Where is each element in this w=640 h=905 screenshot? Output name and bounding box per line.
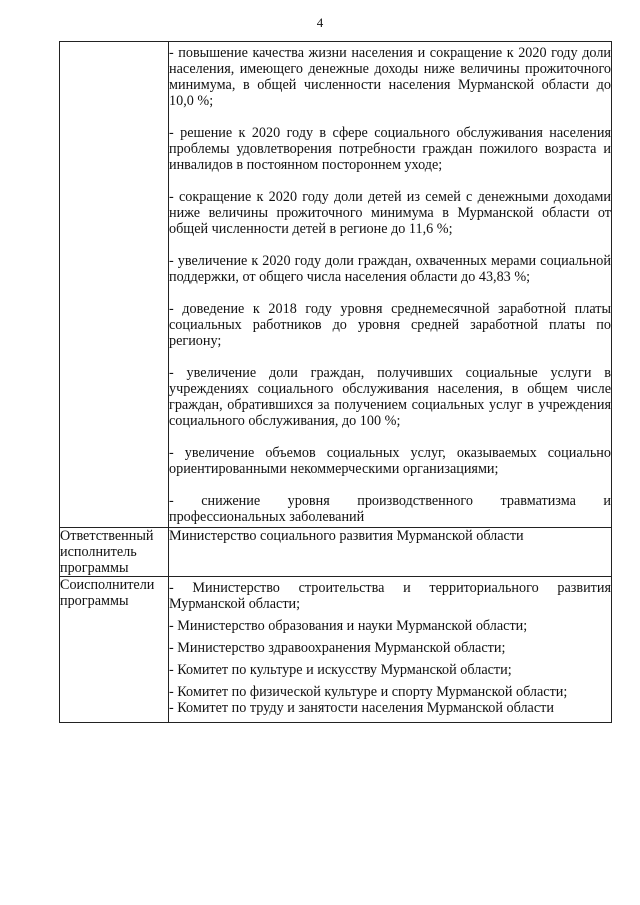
responsible-label: Ответственный исполнитель программы (60, 528, 169, 577)
goal-item: - увеличение доли граждан, получивших социальные услуги в учреждениях социального обслуживания населения, в общем числе граждан, обратившихся за получением социальных услуг в учреждения социального обслуживания, до 100 %; (169, 365, 611, 429)
responsible-value: Министерство социального развития Мурманской области (169, 528, 612, 577)
goals-row (60, 42, 612, 528)
coexecutor-item: - Министерство здравоохранения Мурманской области; (169, 640, 506, 656)
page-number: 4 (316, 15, 324, 30)
coexecutor-item: - Министерство образования и науки Мурманской области; (169, 618, 528, 634)
coexecutor-item: - Комитет по физической культуре и спорту Мурманской области; (169, 684, 568, 700)
goal-item: - повышение качества жизни населения и сокращение к 2020 году доли населения, имеющего денежные доходы ниже величины прожиточного минимума, в общей численности населения Мурманской области до 10,0 %; (169, 45, 611, 109)
coexecutors-label: Соисполнители программы (60, 577, 169, 723)
goal-item: - увеличение к 2020 году доли граждан, охваченных мерами социальной поддержки, от общего числа населения области до 43,83 %; (169, 253, 611, 285)
goals-cell (169, 42, 612, 528)
coexecutor-item: - Комитет по труду и занятости населения Мурманской области (169, 700, 554, 716)
responsible-row (60, 528, 612, 577)
goal-item: - доведение к 2018 году уровня среднемесячной заработной платы социальных работников до уровня средней заработной платы по региону; (169, 301, 611, 349)
program-passport-table (59, 41, 612, 723)
goal-item: - увеличение объемов социальных услуг, оказываемых социально ориентированными некоммерческими организациями; (169, 445, 611, 477)
coexecutor-item: - Министерство строительства и территориального развития Мурманской области; (169, 580, 611, 612)
goal-item: - сокращение к 2020 году доли детей из семей с денежными доходами ниже величины прожиточного минимума в Мурманской области от общей численности детей в регионе до 11,6 %; (169, 189, 611, 237)
goal-item: - решение к 2020 году в сфере социального обслуживания населения проблемы удовлетворения потребности граждан пожилого возраста и инвалидов в постоянном постороннем уходе; (169, 125, 611, 173)
coexecutor-item: - Комитет по культуре и искусству Мурманской области; (169, 662, 512, 678)
coexecutors-cell (169, 577, 612, 723)
coexecutors-row (60, 577, 612, 723)
goal-item: - снижение уровня производственного травматизма и профессиональных заболеваний (169, 493, 611, 525)
goals-label-cell (60, 42, 169, 528)
